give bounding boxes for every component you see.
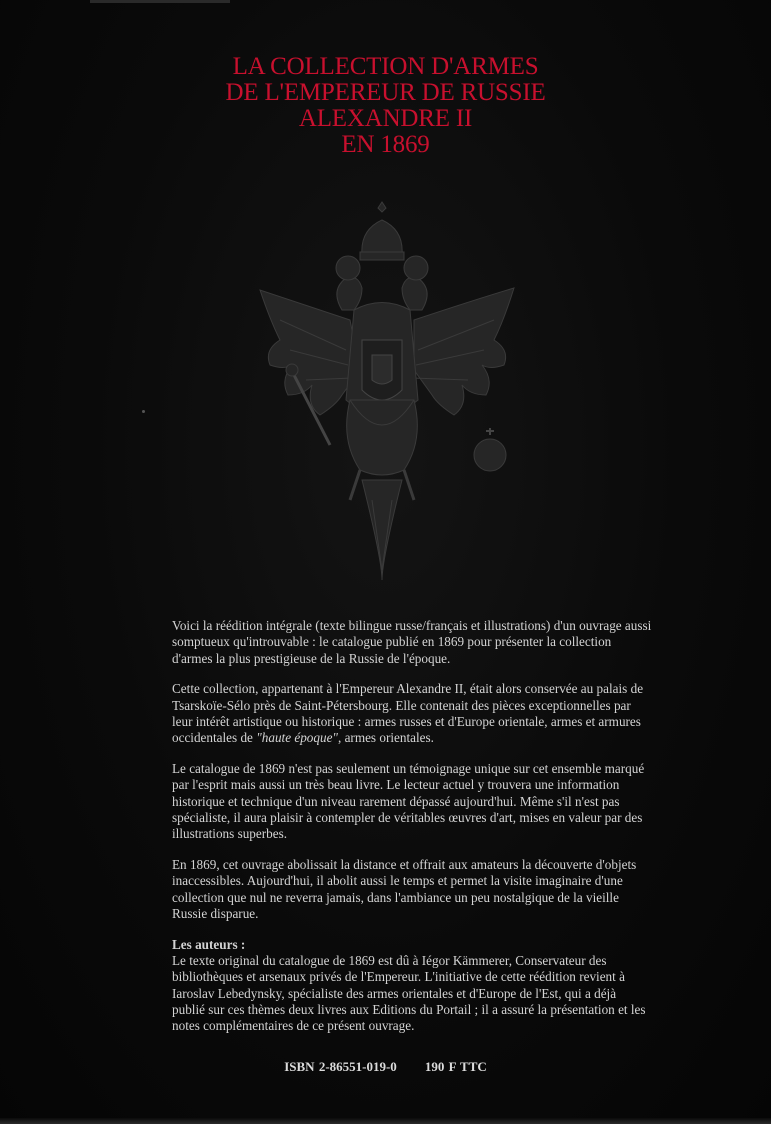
- bottom-edge-decoration: [0, 1118, 771, 1124]
- paragraph-authors: [172, 937, 652, 1035]
- isbn: ISBN 2-86551-019-0: [284, 1059, 397, 1074]
- decorative-speck: [142, 410, 145, 413]
- price: 190 F TTC: [424, 1059, 487, 1074]
- paragraph-collection: Cette collection, appartenant à l'Empereur Alexandre II, était alors conservée au palais de Tsarskoïe-Sélo près de Saint-Pétersbourg. Elle contenait des pièces exceptionnelles par leur intérêt artistique ou historique : armes russes et d'Europe orientale, armes et armures occidentales de "haute époque", armes orientales.: [172, 681, 644, 746]
- authors-heading: Les auteurs :: [172, 936, 246, 952]
- back-cover-blurb: [172, 618, 652, 1049]
- top-edge-decoration: [90, 0, 230, 3]
- authors-text: Le texte original du catalogue de 1869 est dû à Iégor Kämmerer, Conservateur des bibliothèques et arsenaux privés de l'Empereur. L'initiative de cette réédition revient à Iaroslav Lebedynsky, spécialiste des armes orientales et d'Europe de l'Est, qui a déjà publié sur ces thèmes deux livres aux Editions du Portail ; il a assuré la présentation et les notes complémentaires de ce présent ouvrage.: [172, 953, 646, 1034]
- isbn-price-line: [0, 1059, 771, 1075]
- paragraph-history: En 1869, cet ouvrage abolissait la distance et offrait aux amateurs la découverte d'objets inaccessibles. Aujourd'hui, il abolit aussi le temps et permet la visite imaginaire d'une collection que nul ne reverra jamais, dans l'ambiance un peu nostalgique de la vieille Russie disparue.: [172, 857, 637, 921]
- imperial-double-headed-eagle-icon: [250, 200, 540, 585]
- title-line-1: LA COLLECTION D'ARMES: [232, 53, 539, 80]
- paragraph-catalogue: Le catalogue de 1869 n'est pas seulement un témoignage unique sur cet ensemble marqué par l'esprit mais aussi un très beau livre. Le lecteur actuel y trouvera une information historique et technique d'un niveau rarement dépassé aujourd'hui. Même s'il n'est pas spécialiste, il aura plaisir à contempler de véritables œuvres d'art, mises en valeur par des illustrations superbes.: [172, 761, 645, 842]
- paragraph-intro: Voici la réédition intégrale (texte bilingue russe/français et illustrations) d'un ouvrage aussi somptueux qu'introuvable : le catalogue publié en 1869 pour présenter la collection d'armes la plus prestigieuse de la Russie de l'époque.: [172, 618, 652, 666]
- title-line-3: ALEXANDRE II: [298, 105, 473, 132]
- book-title: [0, 54, 771, 158]
- title-line-2: DE L'EMPEREUR DE RUSSIE: [225, 79, 546, 106]
- title-line-4: EN 1869: [341, 131, 430, 158]
